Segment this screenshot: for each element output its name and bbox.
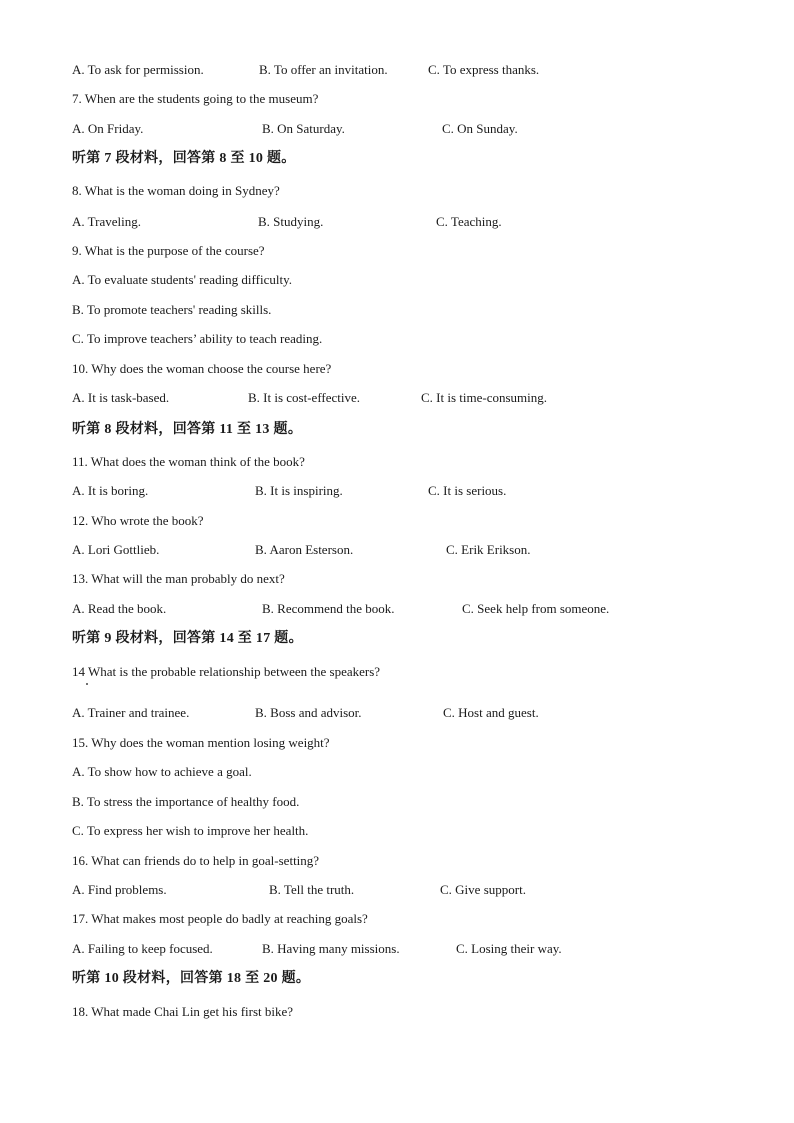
answer-option: A. On Friday. (72, 121, 144, 136)
answer-option: B. Boss and advisor. (255, 705, 362, 720)
section-heading: 听第 7 段材料，回答第 8 至 10 题。 (72, 151, 296, 166)
stray-dot (86, 683, 88, 685)
question-text: 13. What will the man probably do next? (72, 571, 285, 586)
answer-option: A. Find problems. (72, 882, 167, 897)
question-text: 11. What does the woman think of the book? (72, 454, 305, 469)
answer-option: C. Erik Erikson. (446, 542, 531, 557)
answer-option: B. Studying. (258, 214, 324, 229)
section-heading: 听第 9 段材料，回答第 14 至 17 题。 (72, 631, 303, 646)
answer-option: C. On Sunday. (442, 121, 518, 136)
answer-option: C. Teaching. (436, 214, 502, 229)
answer-option: B. It is cost-effective. (248, 390, 361, 405)
answer-option: C. To improve teachers’ ability to teach reading. (72, 331, 323, 346)
answer-option: C. Losing their way. (456, 941, 562, 956)
answer-option: B. Aaron Esterson. (255, 542, 354, 557)
question-text: 18. What made Chai Lin get his first bike? (72, 1004, 294, 1019)
answer-option: B. Having many missions. (262, 941, 400, 956)
question-text: 12. Who wrote the book? (72, 513, 204, 528)
answer-option: A. Traveling. (72, 214, 141, 229)
answer-option: A. Trainer and trainee. (72, 705, 190, 720)
answer-option: C. Host and guest. (443, 705, 539, 720)
question-text: 9. What is the purpose of the course? (72, 243, 265, 258)
answer-option: A. It is task-based. (72, 390, 170, 405)
answer-option: C. It is serious. (428, 483, 507, 498)
answer-option: C. To express thanks. (428, 62, 540, 77)
answer-option: C. Seek help from someone. (462, 601, 610, 616)
answer-option: B. Recommend the book. (262, 601, 395, 616)
section-heading: 听第 10 段材料，回答第 18 至 20 题。 (72, 971, 311, 986)
question-text: 10. Why does the woman choose the course here? (72, 361, 332, 376)
answer-option: C. To express her wish to improve her health. (72, 823, 309, 838)
answer-option: A. Failing to keep focused. (72, 941, 213, 956)
answer-option: B. To stress the importance of healthy food. (72, 794, 300, 809)
answer-option: A. It is boring. (72, 483, 149, 498)
answer-option: A. Lori Gottlieb. (72, 542, 160, 557)
question-text: 16. What can friends do to help in goal-setting? (72, 853, 320, 868)
answer-option: B. To offer an invitation. (259, 62, 388, 77)
answer-option: C. It is time-consuming. (421, 390, 548, 405)
answer-option: A. Read the book. (72, 601, 167, 616)
question-text: 15. Why does the woman mention losing weight? (72, 735, 330, 750)
answer-option: B. It is inspiring. (255, 483, 343, 498)
question-text: 8. What is the woman doing in Sydney? (72, 183, 280, 198)
question-text: 7. When are the students going to the museum? (72, 91, 319, 106)
answer-option: A. To evaluate students' reading difficulty. (72, 272, 292, 287)
section-heading: 听第 8 段材料，回答第 11 至 13 题。 (72, 422, 303, 437)
answer-option: A. To ask for permission. (72, 62, 204, 77)
answer-option: B. On Saturday. (262, 121, 345, 136)
answer-option: B. Tell the truth. (269, 882, 355, 897)
answer-option: C. Give support. (440, 882, 526, 897)
question-text: 17. What makes most people do badly at reaching goals? (72, 911, 368, 926)
answer-option: B. To promote teachers' reading skills. (72, 302, 272, 317)
question-text: 14 What is the probable relationship between the speakers? (72, 664, 381, 679)
answer-option: A. To show how to achieve a goal. (72, 764, 252, 779)
